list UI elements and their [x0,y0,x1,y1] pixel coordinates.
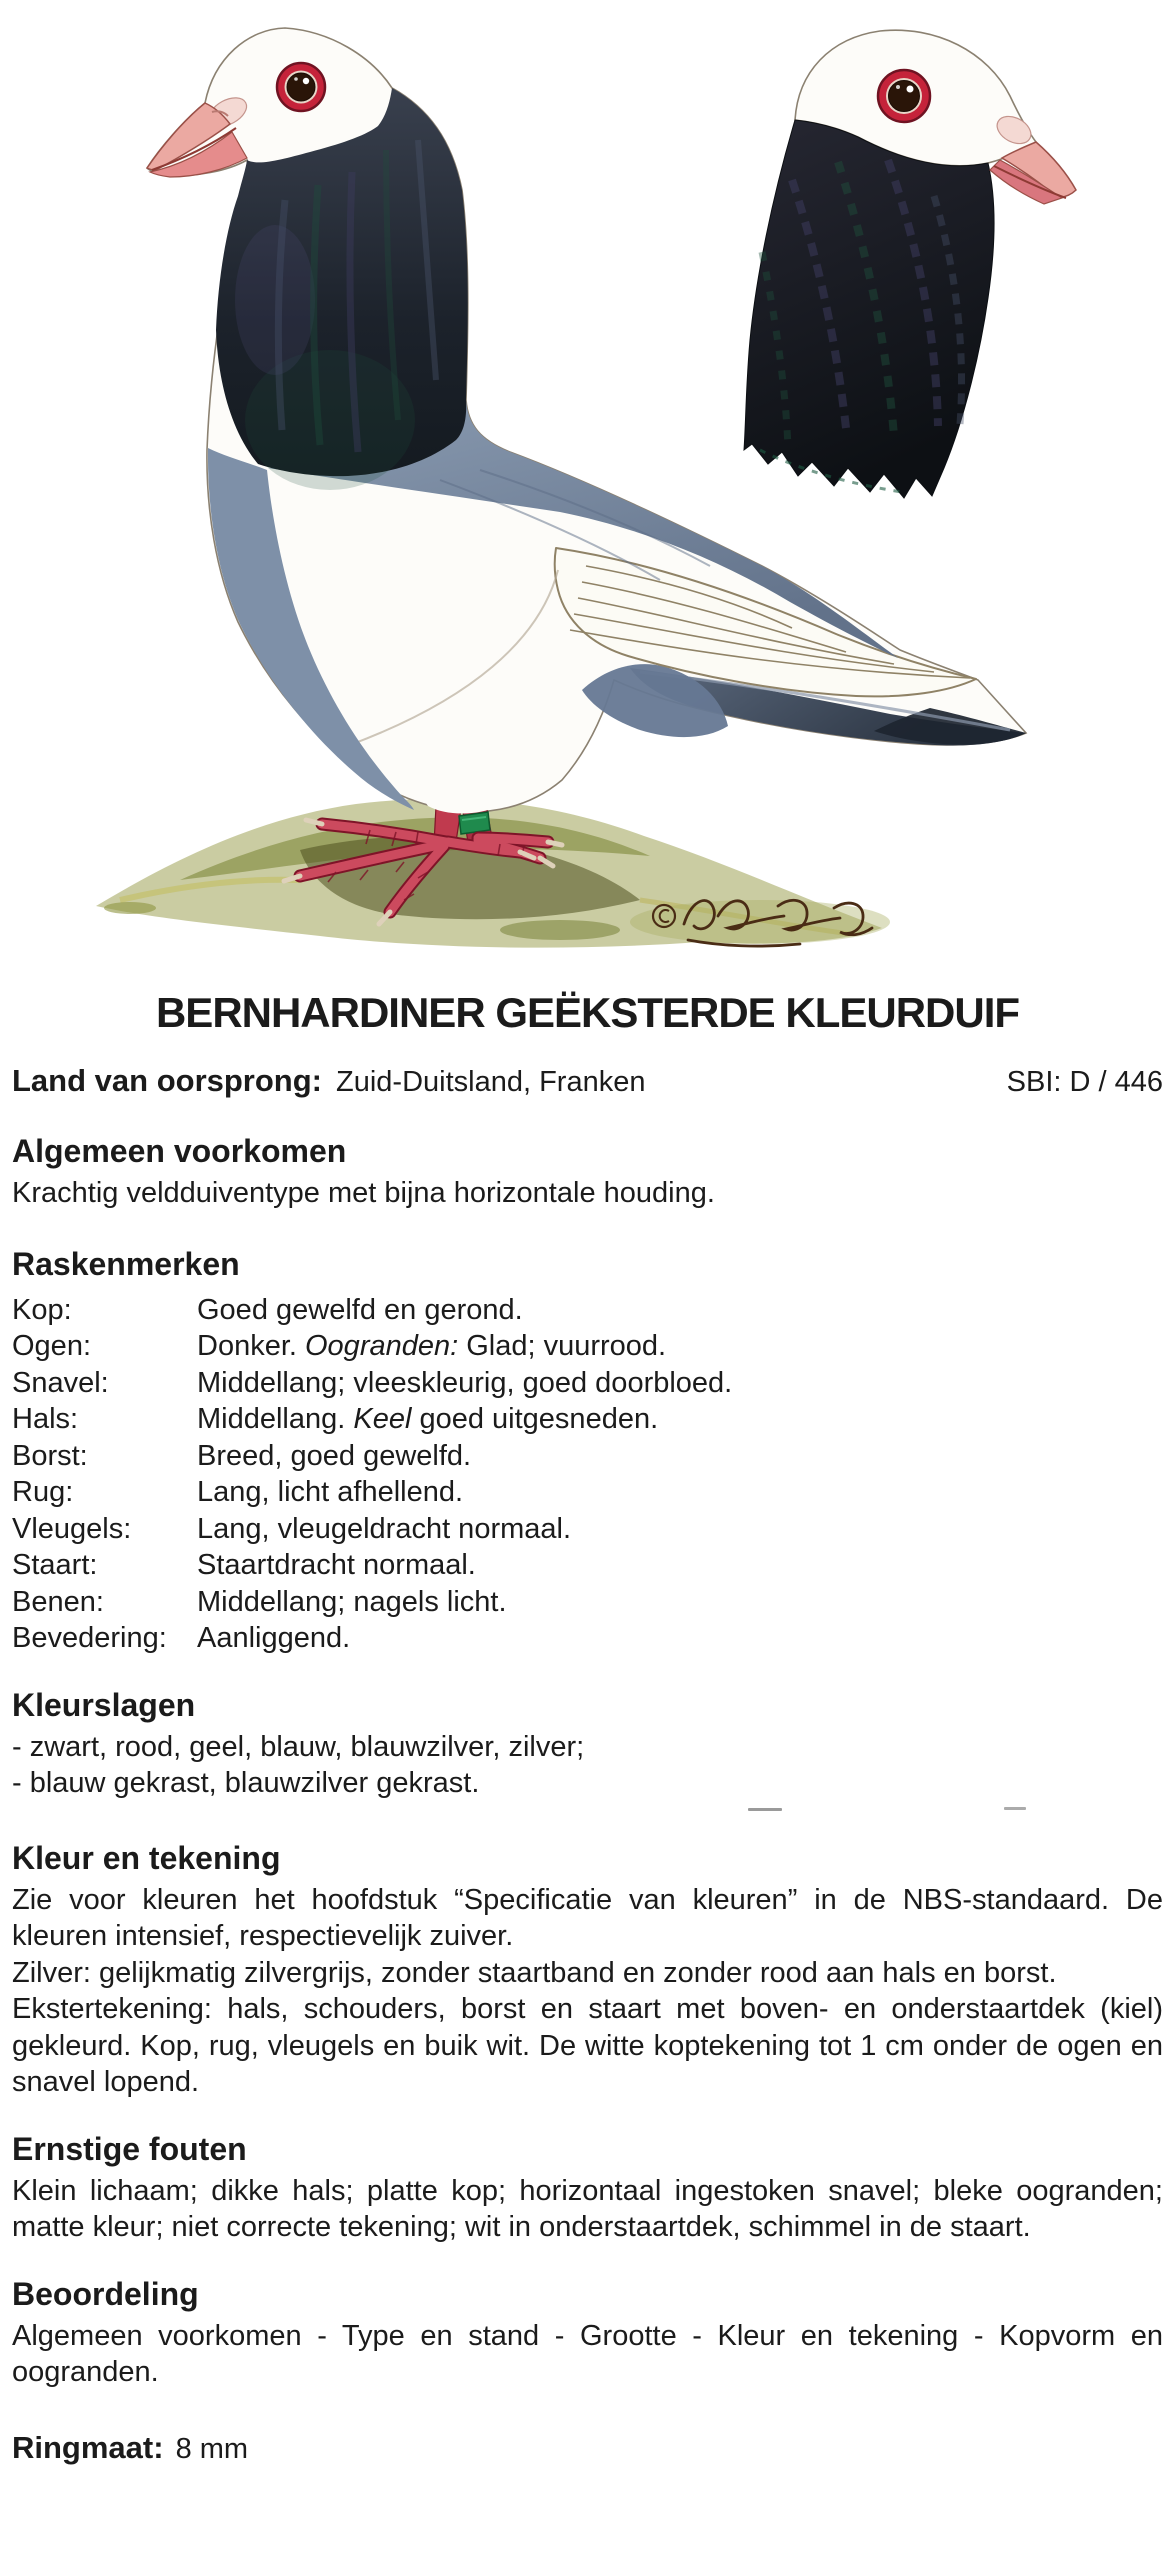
row-label: Staart: [12,1549,98,1581]
head-study-bib [744,120,994,498]
row-label: Rug: [12,1476,74,1508]
row-value: Aanliggend. [197,1622,351,1654]
copyright-mark: © [658,921,659,922]
origin-label: Land van oorsprong: [12,1063,322,1098]
row-value: Middellang. Keel goed uitgesneden. [197,1403,659,1435]
raskenmerken-table [12,1292,1163,1657]
section-body: Klein lichaam; dikke hals; platte kop; horizontaal ingestoken snavel; bleke oogranden; matte kleur; niet correcte tekening; wit in onderstaartdek, schimmel in de staart. [12,2174,1163,2243]
section-body: Krachtig veldduiventype met bijna horizontale houding. [12,1177,715,1209]
artifact-dash [748,1808,782,1811]
section-heading: Algemeen voorkomen [12,1133,347,1169]
ringmaat-label: Ringmaat: [12,2429,164,2465]
ringmaat-value: 8 mm [175,2432,249,2465]
pigeon-illustration [0,0,1171,950]
row-label: Vleugels: [12,1512,132,1545]
table-row [12,1547,1163,1584]
section-heading: Kleur en tekening [12,1839,281,1876]
section-body: Ekstertekening: hals, schouders, borst en staart met boven- en onderstaartdek (kiel) gekleurd. Kop, rug, vleugels en buik wit. De witte koptekening tot 1 cm onder de ogen en snavel lopend. [12,1993,1163,2098]
list-item: - blauw gekrast, blauwzilver gekrast. [12,1767,480,1799]
section-beoordeling [12,2276,1163,2391]
row-value: Middellang; vleeskleurig, goed doorbloed. [197,1366,733,1399]
table-row [12,1365,1163,1402]
page-title: BERNHARDINER GEËKSTERDE KLEURDUIF [155,989,1020,1036]
leg-band [459,812,490,834]
section-raskenmerken [12,1246,1163,1657]
origin-value: Zuid-Duitsland, Franken [336,1066,646,1098]
row-value: Goed gewelfd en gerond. [197,1293,523,1326]
section-heading: Ernstige fouten [12,2130,247,2167]
table-row [12,1511,1163,1548]
sbi-code: SBI: D / 446 [1006,1066,1163,1098]
row-label: Hals: [12,1403,79,1435]
section-body: Algemeen voorkomen - Type en stand - Grootte - Kleur en tekening - Kopvorm en oogranden. [12,2319,1163,2388]
row-label: Kop: [12,1293,72,1326]
row-label: Snavel: [12,1366,109,1399]
list-item: - zwart, rood, geel, blauw, blauwzilver, zilver; [12,1730,585,1763]
table-row [12,1474,1163,1511]
section-body: Zilver: gelijkmatig zilvergrijs, zonder staartband en zonder rood aan hals en borst. [12,1956,1057,1989]
section-algemeen-voorkomen [12,1133,1163,1212]
row-label: Ogen: [12,1330,91,1362]
artifact-dash [1004,1807,1026,1810]
grass [96,799,890,948]
row-label: Borst: [12,1439,88,1472]
section-body: Zie voor kleuren het hoofdstuk “Specificatie van kleuren” in de NBS-standaard. De kleuren intensief, respectievelijk zuiver. [12,1883,1163,1952]
head-study-beak [990,111,1076,204]
origin-row [12,1062,1163,1101]
row-value: Breed, goed gewelfd. [197,1439,472,1472]
table-row [12,1292,1163,1329]
row-value: Lang, licht afhellend. [197,1476,464,1508]
table-row [12,1438,1163,1475]
row-value: Lang, vleugeldracht normaal. [197,1512,572,1545]
row-value: Middellang; nagels licht. [197,1585,507,1618]
row-label: Benen: [12,1585,104,1618]
section-kleurslagen [12,1687,1163,1802]
table-row [12,1401,1163,1438]
standard-text [0,990,1171,2468]
section-kleur-en-tekening [12,1840,1163,2101]
section-heading: Kleurslagen [12,1686,196,1723]
pigeon-eye [277,63,325,111]
section-heading: Beoordeling [12,2275,199,2312]
table-row [12,1620,1163,1657]
row-value: Donker. Oogranden: Glad; vuurrood. [197,1330,667,1362]
section-ernstige-fouten [12,2131,1163,2246]
pigeon-head-study [744,30,1076,498]
ringmaat-row [12,2429,1163,2468]
table-row [12,1328,1163,1365]
table-row [12,1584,1163,1621]
row-value: Staartdracht normaal. [197,1549,476,1581]
row-label: Bevedering: [12,1622,167,1654]
head-study-eye [878,70,930,122]
section-heading: Raskenmerken [12,1245,240,1282]
